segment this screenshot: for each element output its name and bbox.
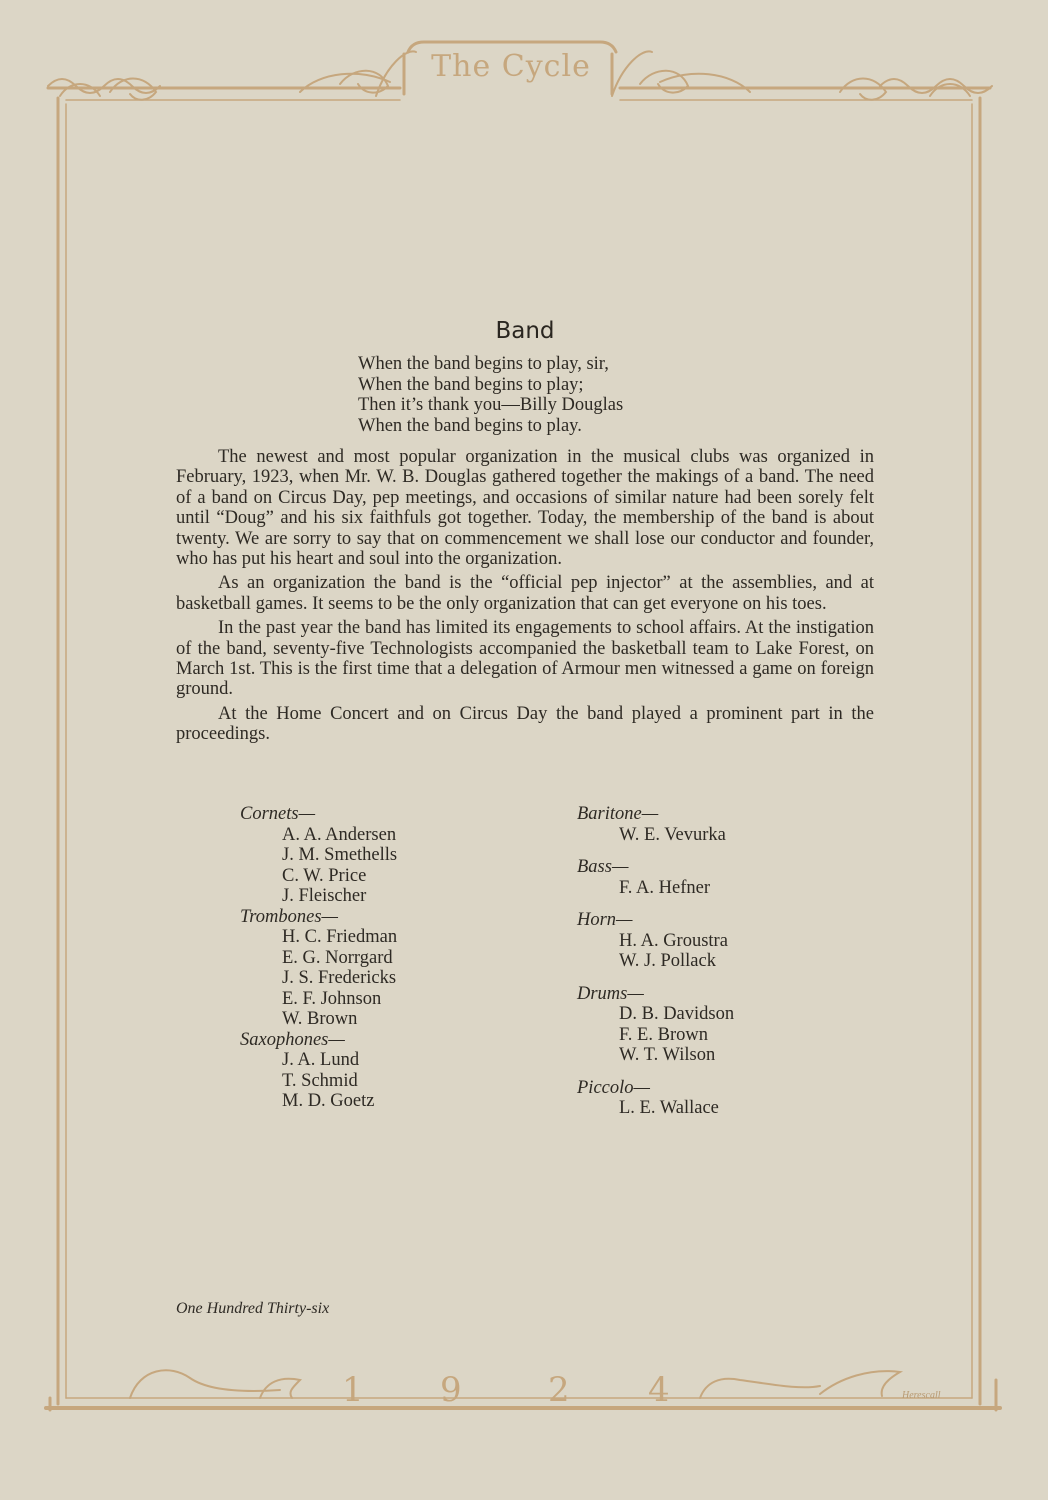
member-name: F. A. Hefner [619,877,711,898]
instrument-label: Baritone— [577,804,659,824]
member-name: H. A. Groustra [619,930,728,951]
instrument-label: Trombones— [240,906,339,927]
instrument-section [240,1030,397,1112]
page-number: One Hundred Thirty-six [176,1300,330,1317]
verse-line: When the band begins to play. [358,415,582,436]
instrument-label: Horn— [577,910,633,930]
member-name: M. D. Goetz [282,1091,375,1111]
instrument-label: Cornets— [240,804,316,824]
footer-year-digit: 9 [440,1370,462,1410]
member-name: D. B. Davidson [619,1004,735,1024]
member-name: W. T. Wilson [619,1045,716,1065]
instrument-label: Bass— [577,857,629,877]
member-name: A. A. Andersen [282,824,397,845]
article-title: Band [495,318,555,344]
verse [358,354,874,436]
member-name: L. E. Wallace [619,1098,719,1118]
instrument-section [577,910,734,972]
member-name: T. Schmid [282,1070,358,1091]
member-name: H. C. Friedman [282,927,398,947]
instrument-label: Drums— [577,983,644,1004]
instrument-section [577,984,734,1066]
member-name: J. Fleischer [282,886,367,906]
footer-year-digit: 2 [548,1370,570,1410]
member-name: W. E. Vevurka [619,824,726,845]
artist-signature: Herescall [902,1390,941,1401]
instrument-label: Saxophones— [240,1029,345,1050]
instrument-section [240,804,397,907]
member-name: E. G. Norrgard [282,947,393,968]
instrument-section [577,1078,734,1119]
member-name: W. Brown [282,1009,358,1029]
footer-year-digit: 1 [342,1370,364,1410]
header-title: The Cycle [431,49,591,84]
verse-line: When the band begins to play; [358,374,584,395]
member-name: C. W. Price [282,865,367,886]
footer-year-digit: 4 [648,1370,670,1410]
member-name: F. E. Brown [619,1024,708,1045]
paragraph: As an organization the band is the “official pep injector” at the assemblies, and at basketball games. It seems to be the only organization that can get everyone on his toes. [176,573,874,614]
paragraph: The newest and most popular organization in the musical clubs was organized in February, 1923, when Mr. W. B. Douglas gathered together the makings of a band. The need of a band on Circus Day, pep meetings, and occasions of similar nature had been sorely felt until “Doug” and his six faithfuls got together. Today, the membership of the band is about twenty. We are sorry to say that on commencement we shall lose our conductor and founder, who has put his heart and soul into the organization. [176,447,874,570]
instrument-section [577,857,734,898]
roster-column-left [240,804,397,1112]
member-name: W. J. Pollack [619,951,716,971]
member-name: J. S. Fredericks [282,968,397,988]
paragraph: At the Home Concert and on Circus Day the band played a prominent part in the proceedings. [176,703,874,745]
member-name: E. F. Johnson [282,988,382,1009]
article [176,318,874,745]
member-name: J. M. Smethells [282,845,398,865]
verse-line: Then it’s thank you—Billy Douglas [358,395,624,415]
instrument-section [240,907,397,1030]
member-name: J. A. Lund [282,1050,360,1070]
instrument-label: Piccolo— [577,1077,650,1098]
roster-column-right [577,804,734,1119]
paragraph: In the past year the band has limited its engagements to school affairs. At the instigation of the band, seventy-five Technologists accompanied the basketball team to Lake Forest, on March 1st. This is the first time that a delegation of Armour men witnessed a game on foreign ground. [176,618,874,700]
verse-line: When the band begins to play, sir, [358,354,609,374]
instrument-section [577,804,734,845]
